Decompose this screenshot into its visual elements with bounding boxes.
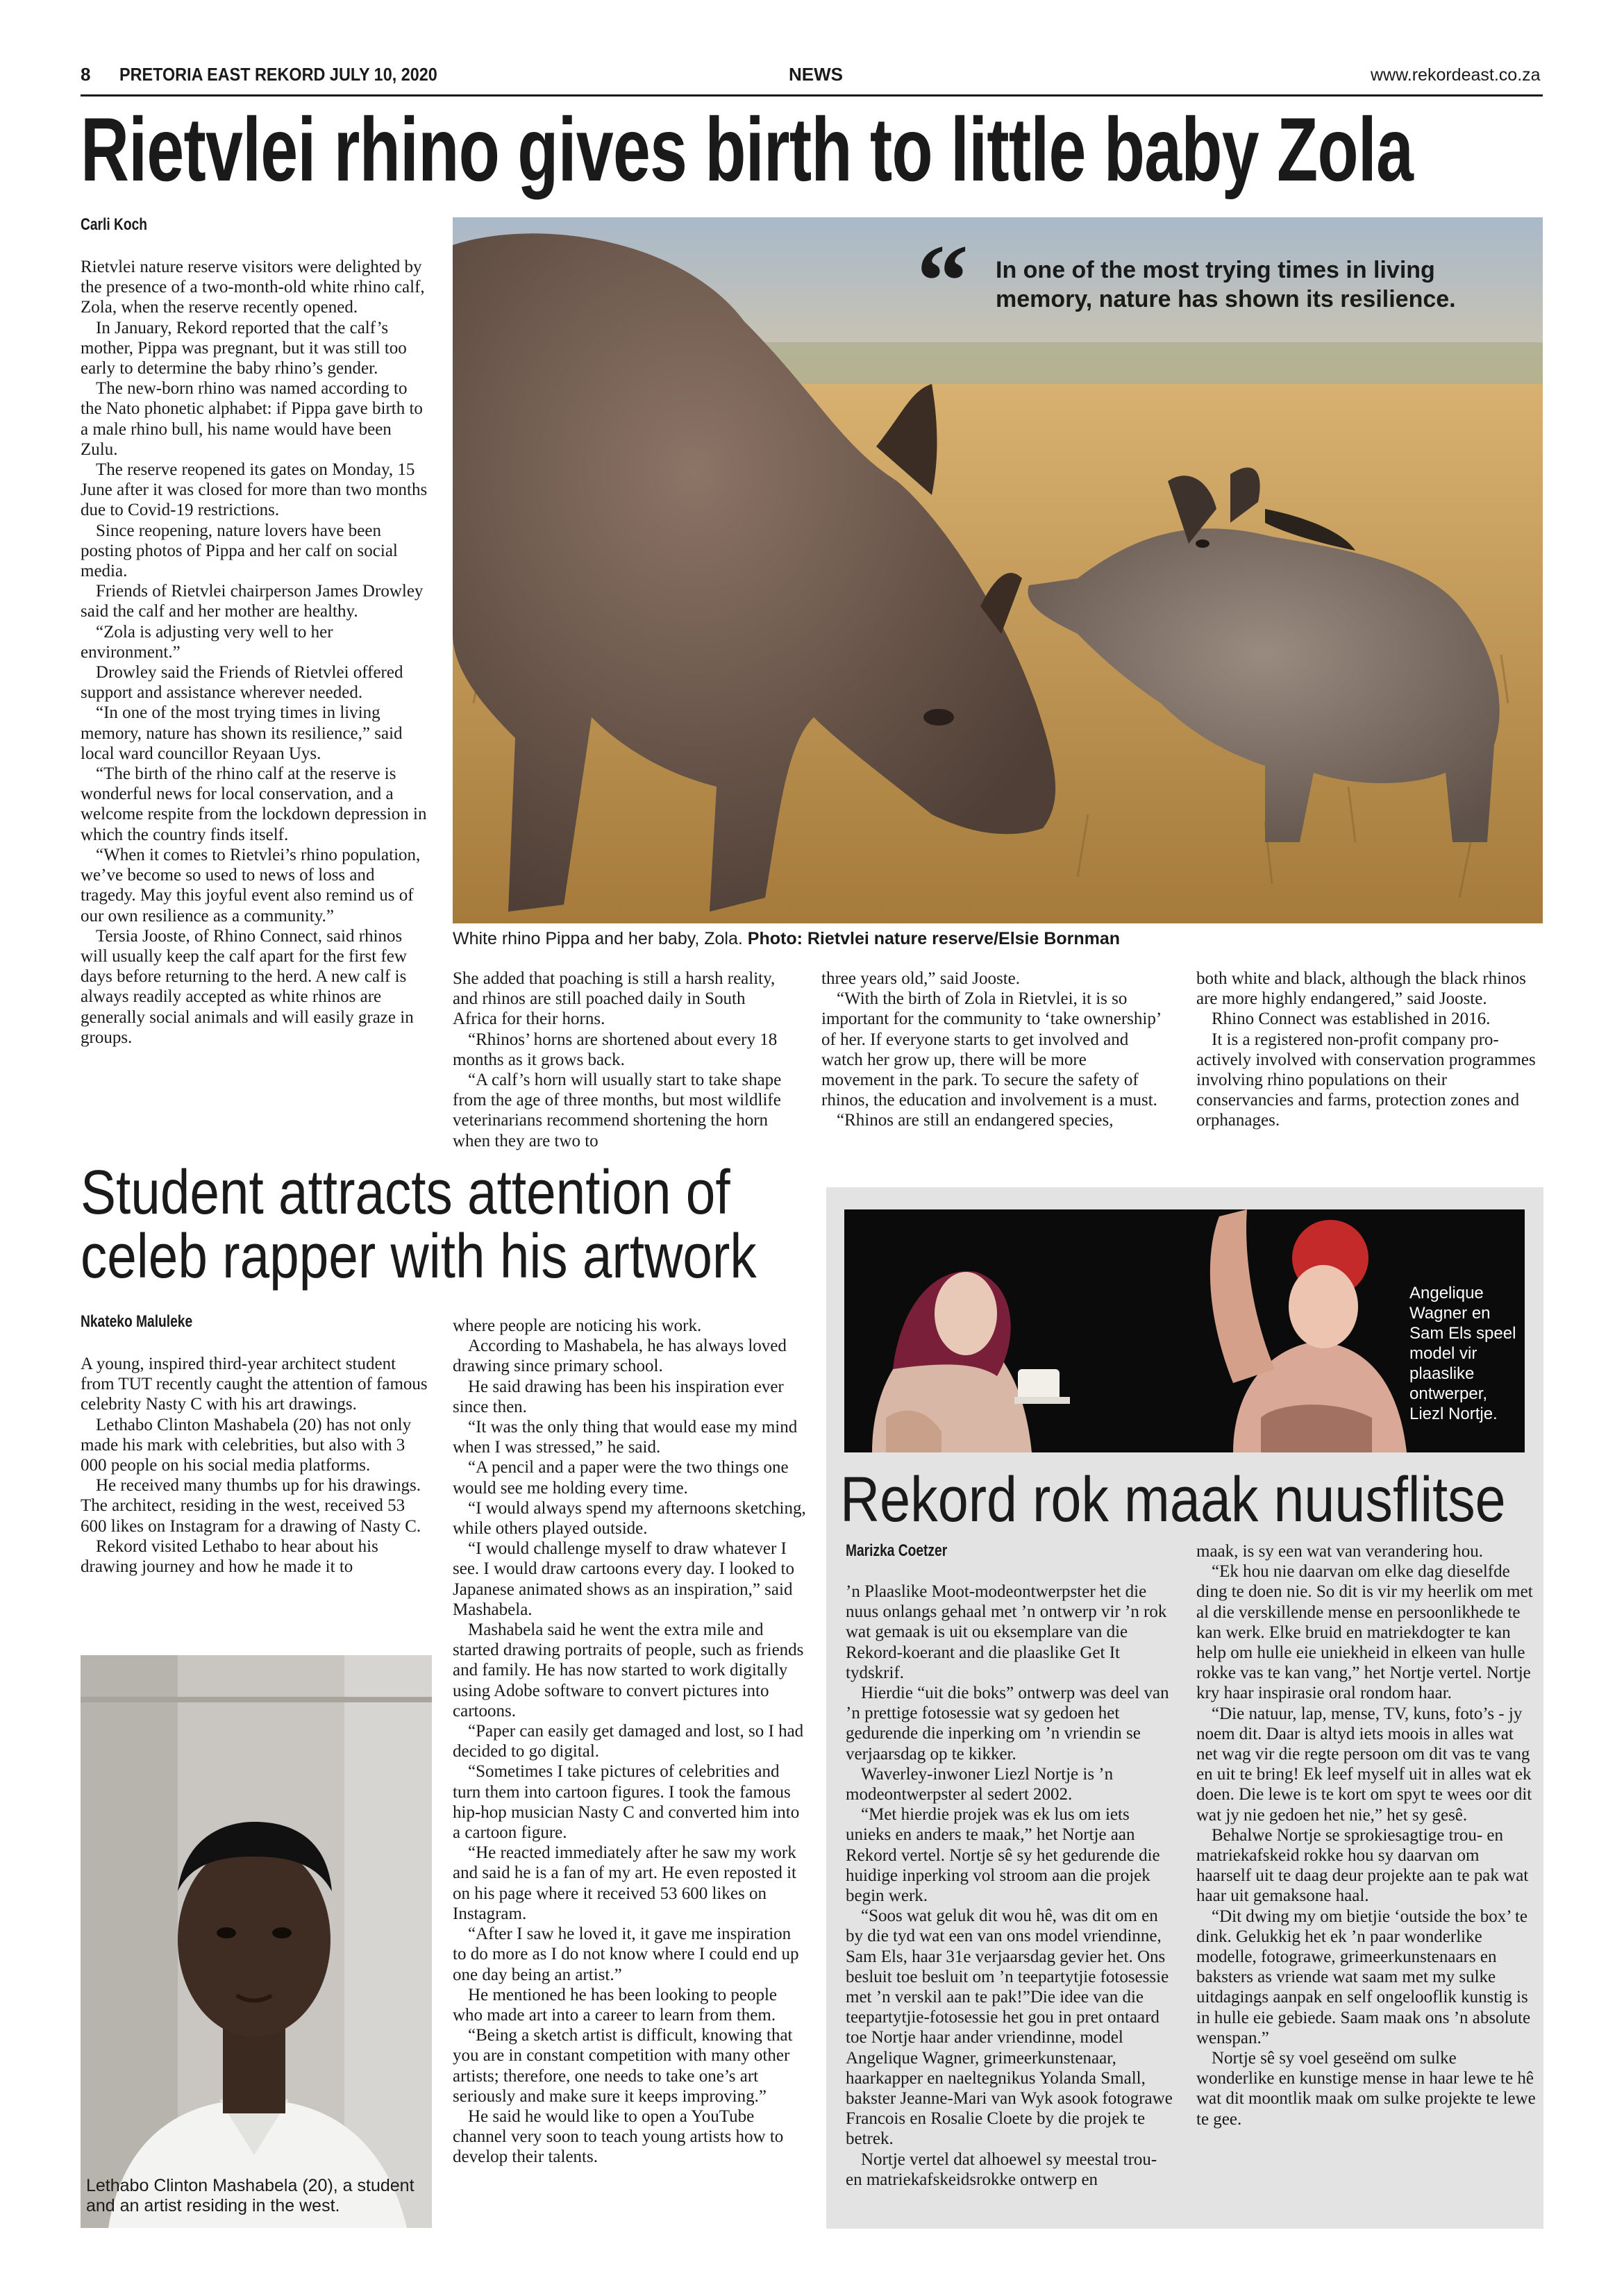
student-photo — [81, 1655, 432, 2228]
paragraph: three years old,” said Jooste. — [821, 969, 1021, 988]
section-label: NEWS — [789, 64, 843, 85]
student-byline: Nkateko Maluleke — [81, 1312, 193, 1331]
paragraph: “Rhinos are still an endangered species, — [837, 1111, 1114, 1130]
paragraph: “Zola is adjusting very well to her environment.” — [81, 622, 333, 662]
paragraph: “When it comes to Rietvlei’s rhino population, we’ve become so used to news of loss and tragedy. May this joyful event also remind us of our own resilience as a community.” — [81, 845, 421, 925]
paragraph: Drowley said the Friends of Rietvlei offered support and assistance wherever needed. — [81, 663, 403, 703]
paragraph: “He reacted immediately after he saw my work and said he is a fan of my art. He even reposted it on his page where it received 53 600 likes on Instagram. — [453, 1843, 796, 1923]
rhino-photo — [453, 217, 1543, 923]
paragraph: “Paper can easily get damaged and lost, so I had decided to go digital. — [453, 1722, 804, 1761]
rhino-column-3 — [821, 969, 1162, 1131]
paragraph: “After I saw he loved it, it gave me inspiration to do more as I do not know where I could end up one day being an artist.” — [453, 1925, 799, 1984]
paragraph: Rekord visited Lethabo to hear about his drawing journey and how he made it to — [81, 1536, 378, 1577]
paragraph: Hierdie “uit die boks” ontwerp was deel van ’n prettige fotosessie wat sy gedoen het gedurende die inperking om ’n vriendin se verjaarsdag op te kikker. — [846, 1684, 1169, 1763]
paragraph: The reserve reopened its gates on Monday, 15 June after it was closed for more than two months due to Covid-19 restrictions. — [81, 460, 428, 520]
student-photo-caption: Lethabo Clinton Mashabela (20), a student and an artist residing in the west. — [86, 2176, 415, 2215]
rhino-column-4 — [1196, 969, 1543, 1131]
publication-dateline: PRETORIA EAST REKORD JULY 10, 2020 — [119, 64, 437, 85]
paragraph: “Sometimes I take pictures of celebrities and turn them into cartoon figures. I took the famous hip-hop musician Nasty C and converted him into a cartoon figure. — [453, 1762, 800, 1843]
rekord-rok-headline — [840, 1466, 1614, 1533]
paragraph: The new-born rhino was named according to the Nato phonetic alphabet: if Pippa gave birth to a male rhino bull, his name would have been Zulu. — [81, 379, 423, 459]
paragraph: “Soos wat geluk dit wou hê, was dit om en by die tyd wat een van ons model vriendinne, Sam Els, haar 31e verjaarsdag gevier het. Ons besluit toe besluit om ’n teepartytjie fotosessie met ’n verskil aan te pak!”Die idee van die teepartytjie-fotosessie het gou in pret ontaard toe Nortje haar ander vriendinne, model Angelique Wagner, grimeerkunstenaar, haarkapper en naeltegnikus Yolanda Small, bakster Jeanne-Mari van Wyk asook fotograwe Francois en Rosalie Cloete by die projek te betrek. — [846, 1907, 1173, 2149]
paragraph: Lethabo Clinton Mashabela (20) has not only made his mark with celebrities, but also with 3 000 people on his social media platforms. — [81, 1415, 412, 1475]
paragraph: “I would always spend my afternoons sketching, while others played outside. — [453, 1498, 806, 1539]
paragraph: He said he would like to open a YouTube channel very soon to teach young artists how to develop their talents. — [453, 2106, 784, 2167]
paragraph: “Rhinos’ horns are shortened about every 18 months as it grows back. — [453, 1030, 778, 1069]
paragraph: “In one of the most trying times in living memory, nature has shown its resilience,” said local ward councillor Reyaan Uys. — [81, 703, 403, 763]
paragraph: She added that poaching is still a harsh reality, and rhinos are still poached daily in South Africa for their horns. — [453, 969, 776, 1029]
rhino-photo-caption — [453, 929, 1120, 949]
paragraph: Mashabela said he went the extra mile and started drawing portraits of people, such as friends and family. He has now started to work digitally using Adobe software to convert pictures into cartoons. — [453, 1620, 804, 1720]
paragraph: ’n Plaaslike Moot-modeontwerpster het die nuus onlangs gehaal met ’n ontwerp vir ’n rok wat gemaak is uit ou eksemplare van die Rekord-koerant and die plaaslike Get It tydskrif. — [846, 1582, 1167, 1682]
models-photo-caption: Angelique Wagner en Sam Els speel model vir plaaslike ontwerper, Liezl Nortje. — [1409, 1284, 1516, 1423]
headline-line: celeb rapper with his artwork — [81, 1222, 757, 1291]
paragraph: where people are noticing his work. — [453, 1316, 702, 1335]
paragraph: Nortje vertel dat alhoewel sy meestal trou- en matriekafskeidsrokke ontwerp en — [846, 2150, 1157, 2189]
paragraph: Rietvlei nature reserve visitors were delighted by the presence of a two-month-old white rhino calf, Zola, when the reserve recently opened. — [81, 258, 425, 317]
paragraph: “I would challenge myself to draw whatever I see. I would draw cartoons every day. I looked to Japanese animated shows as an inspiration,” said Mashabela. — [453, 1539, 794, 1619]
paragraph: According to Mashabela, he has always loved drawing since primary school. — [453, 1336, 787, 1376]
student-column-1 — [81, 1354, 432, 1577]
paragraph: He received many thumbs up for his drawings. The architect, residing in the west, received 53 600 likes on Instagram for a drawing of Nasty C. — [81, 1476, 421, 1536]
header-rule — [81, 94, 1543, 97]
paragraph: “It was the only thing that would ease my mind when I was stressed,” he said. — [453, 1418, 798, 1457]
paragraph: Nortje sê sy voel geseënd om sulke wonderlike en kunstige mense in haar lewe te hê wat dit moontlik maak om sulke projekte te lewe te gee. — [1196, 2049, 1536, 2129]
quote-mark-icon: “ — [916, 224, 969, 339]
student-headline — [81, 1158, 876, 1291]
paragraph: “With the birth of Zola in Rietvlei, it is so important for the community to ‘take ownership’ of her. If everyone starts to get involved and watch her grow up, there will be more movement in the park. To secure the safety of rhinos, the education and involvement is a must. — [821, 989, 1161, 1110]
paragraph: “Met hierdie projek was ek lus om iets unieks en anders te maak,” het Nortje aan Rekord vertel. Nortje sê sy het gedurende die huidige inperking vol stroom aan die projek begin werk. — [846, 1805, 1160, 1906]
rhino-headline: Rietvlei rhino gives birth to little baby Zola — [81, 99, 1414, 200]
photo-credit: Photo: Rietvlei nature reserve/Elsie Bornman — [747, 929, 1121, 948]
paragraph: A young, inspired third-year architect student from TUT recently caught the attention of famous celebrity Nasty C with his art drawings. — [81, 1355, 428, 1414]
rekord-rok-column-1 — [846, 1582, 1178, 2190]
paragraph: “A calf’s horn will usually start to take shape from the age of three months, but most wildlife veterinarians recommend shortening the horn when they are two to — [453, 1071, 782, 1150]
paragraph: He mentioned he has been looking to people who made art into a career to learn from them. — [453, 1985, 778, 2025]
paragraph: “Die natuur, lap, mense, TV, kuns, foto’s - jy noem dit. Daar is altyd iets moois in alles wat net wag vir die regte persoon om dit vas te vang en uit te bring! Ek leef myself uit in alles wat ek doen. Die lewe is te kort om spyt te wees oor dit wat jy nie gedoen het nie,” het sy gesê. — [1196, 1704, 1532, 1825]
paragraph: both white and black, although the black rhinos are more highly endangered,” said Jooste. — [1196, 969, 1526, 1009]
paragraph: Behalwe Nortje se sprokiesagtige trou- en matriekafskeid rokke hou sy daarvan om haarself uit te daag deur projekte aan te pak wat haar uit gemaksone haal. — [1196, 1825, 1529, 1906]
paragraph: It is a registered non-profit company pro-actively involved with conservation programmes involving rhino populations on their conservancies and farms, protection zones and orphanages. — [1196, 1030, 1536, 1130]
paragraph: Friends of Rietvlei chairperson James Drowley said the calf and her mother are healthy. — [81, 582, 424, 621]
headline-text: Rekord rok maak nuusflitse — [840, 1464, 1506, 1535]
paragraph: Rhino Connect was established in 2016. — [1212, 1009, 1491, 1029]
rekord-rok-column-2 — [1196, 1541, 1537, 2129]
paragraph: maak, is sy een wat van verandering hou. — [1196, 1542, 1484, 1561]
rhino-column-2 — [453, 969, 792, 1151]
paragraph: “Being a sketch artist is difficult, knowing that you are in constant competition with many other artists; therefore, one needs to take one’s art seriously and make sure it keeps improving.” — [453, 2026, 793, 2106]
rekord-rok-byline: Marizka Coetzer — [846, 1541, 948, 1560]
paragraph: In January, Rekord reported that the calf’s mother, Pippa was pregnant, but it was still too early to determine the baby rhino’s gender. — [81, 318, 407, 378]
paragraph: “A pencil and a paper were the two things one would see me holding every time. — [453, 1458, 789, 1498]
website-url: www.rekordeast.co.za — [1371, 65, 1541, 85]
paragraph: He said drawing has been his inspiration ever since then. — [453, 1377, 784, 1416]
headline-line: Student attracts attention of — [81, 1158, 730, 1227]
rhino-byline: Carli Koch — [81, 215, 148, 234]
paragraph: Tersia Jooste, of Rhino Connect, said rhinos will usually keep the calf apart for the first few days before returning to the herd. A new calf is always readily accepted as white rhinos are generally social animals and will easily graze in groups. — [81, 926, 414, 1047]
paragraph: Since reopening, nature lovers have been posting photos of Pippa and her calf on social media. — [81, 521, 398, 581]
paragraph: “The birth of the rhino calf at the reserve is wonderful news for local conservation, and a welcome respite from the lockdown depression in which the country finds itself. — [81, 764, 427, 844]
caption-text: White rhino Pippa and her baby, Zola. — [453, 929, 743, 948]
page-number: 8 — [81, 64, 91, 85]
student-column-2 — [453, 1316, 807, 2168]
pull-quote: In one of the most trying times in living memory, nature has shown its resilience. — [996, 257, 1456, 312]
paragraph: Waverley-inwoner Liezl Nortje is ’n modeontwerpster al sedert 2002. — [846, 1764, 1114, 1804]
paragraph: “Ek hou nie daarvan om elke dag dieselfde ding te doen nie. So dit is vir my heerlik om met al die verskillende mense en persoonlikhede te kan werk. Elke bruid en matriekdogter te kan help om hulle eie uniekheid in elkeen van hulle rokke vas te kan vang,” het Nortje vertel. Nortje kry haar inspirasie oral rondom haar. — [1196, 1562, 1533, 1703]
paragraph: “Dit dwing my om bietjie ‘outside the box’ te dink. Gelukkig het ek ’n paar wonderlike modelle, fotograwe, grimeerkunstenaars en baksters as vriende wat saam met my sulke uitdagings aanpak en self ongelooflik kunstig is in hulle eie gebiede. Saam maak ons ’n absolute wenspan.” — [1196, 1907, 1531, 2047]
rhino-column-1 — [81, 257, 431, 1048]
